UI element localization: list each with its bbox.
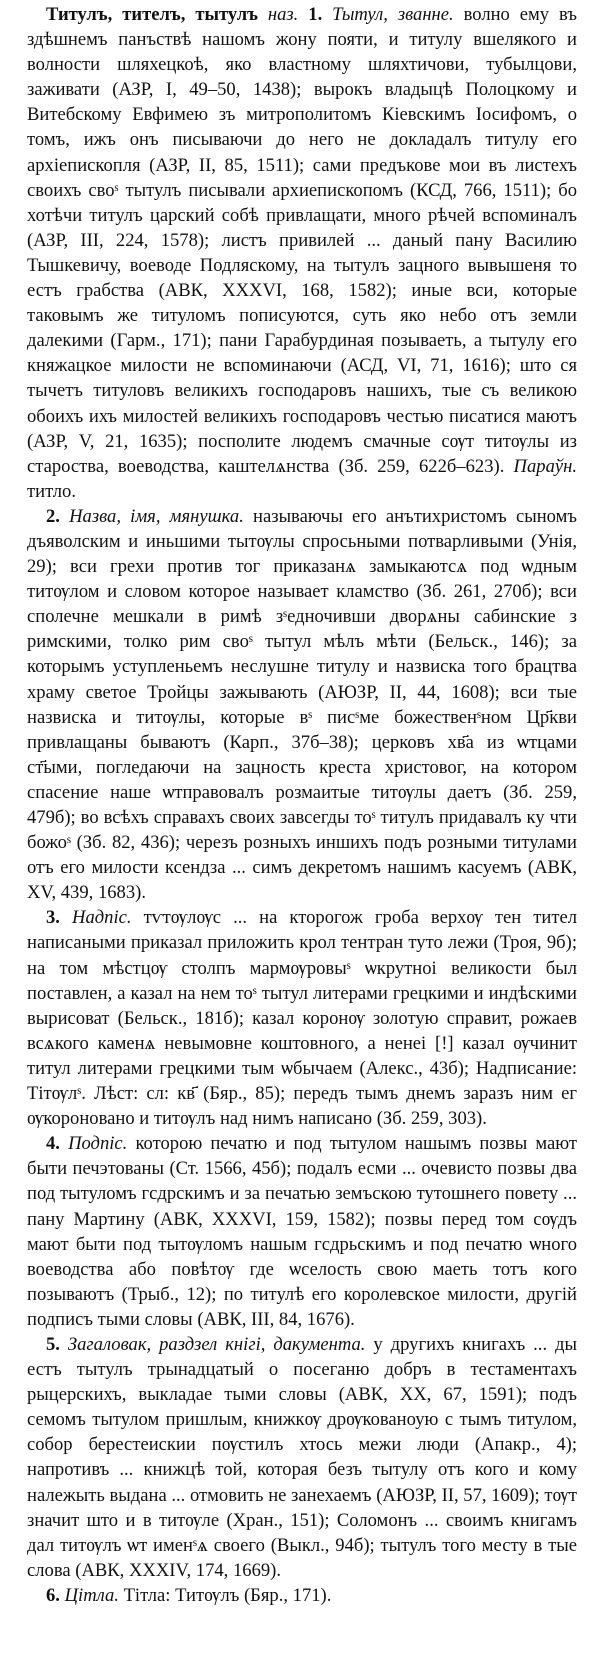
translation: титло. <box>27 480 76 502</box>
sense-citations: волно ему въ здѣшнемъ панъствѣ нашомъ жону пояти, и титулу вшелякого и волности шляхецкоѣ, яко властному шляхтичови, тубылцови, заживати (АЗР, I, 49–50, 1438); вырокъ владыцѣ Полоцкому и Витебскому Евфимею зъ митрополитомъ Кіевскимъ Іосифомъ, о томъ, ижъ онъ писываючи до него не докладалъ титулу его архіепископля (АЗР, II, 85, 1511); сами предъкове мои въ листехъ своихъ своˢ тытулъ писывали архиепископомъ (КСД, 766, 1511); бо хотѣчи титулъ царский собѣ привлащати, много рѣчей вспоминалъ (АЗР, III, 224, 1578); листъ привилей ... даный пану Василию Тышкевичу, воеводе Подляскому, на тытулъ зацного вывышеня то естъ грабства (АВК, XXXVI, 168, 1582); иные вси, которые таковымъ же титуломъ пописуются, суть яко небо отъ земли далекими (Гарм., 171); пани Гарабурдиная позываеть, а тытулу его княжацкое милости не вспоминаючи (АСД, VI, 71, 1616); што ся тычетъ титуловъ великихъ господаровъ нашихъ, тые съ великою обоихъ ихъ милостей великихъ господаровъ честью писатися маютъ (АЗР, V, 21, 1635); посполите людемъ смачные сѹт титѹлы из староства, воеводства, каштелѧнства (Зб. 259, 622б–623). <box>27 4 577 477</box>
sense-gloss: Тытул, званне. <box>332 4 454 25</box>
sense-1 <box>27 2 577 504</box>
sense-number: 6. <box>46 1584 60 1606</box>
part-of-speech: наз. <box>267 4 299 25</box>
sense-number: 5. <box>46 1333 60 1355</box>
sense-6 <box>27 1583 577 1608</box>
headword: Титулъ, тителъ, тытулъ <box>46 4 258 25</box>
sense-3 <box>27 905 577 1131</box>
sense-number: 2. <box>46 505 60 527</box>
sense-gloss: Надпіс. <box>72 907 132 929</box>
sense-citations: тѵтѹлѹс ... на кторогож гроба верхѹ тен тител написаными приказал приложить крол тентран туто лежи (Троя, 9б); на том мѣстцѹ столпъ мармѹровыˢ ѡкрутноі великости был поставлен, а казал на нем тоˢ тытул литерами грецкими и индѣскими вырисоват (Бельск., 181б); казал коронѹ золотую справит, рожаев всѧкого каменѧ невымовне коштовного, а ненеі [!] казал ѹчинит титул литерами грецкими тым ѡбычаем (Алекс., 43б); Надписание: Тітѹлˢ. Лѣст: сл: кв҃ (Бяр., 85); передъ тымъ днемъ заразъ ним ег ѹкороновано и титѹлъ над нимъ написано (Зб. 259, 303). <box>27 907 577 1130</box>
sense-citations: Тітла: Титѹлъ (Бяр., 171). <box>123 1584 332 1606</box>
sense-number: 4. <box>46 1133 60 1155</box>
sense-citations: у другихъ книгахъ ... ды естъ тытулъ трынадцатый о посеганю добръ в тестаментахъ рыцерскихъ, выкладае тыми словы (АВК, XX, 67, 1591); подъ семомъ тытулом пришлым, книжкѹ дрѹкованоую с тымъ титулом, собор берестеискии пѹстилъ хтось межи люди (Апакр., 4); напротивъ ... книжцѣ той, которая безъ тытулу отъ кого и кому належыть выдана ... отмовить не занехаемъ (АЮЗР, II, 57, 1609); тѹт значит што и в титѹле (Хран., 151); Соломонъ ... своимъ книгамъ дал титѹлъ ѡт именˢѧ своего (Выкл., 94б); тытулъ того месту в тые слова (АВК, XXXIV, 174, 1669). <box>27 1333 577 1581</box>
sense-2 <box>27 504 577 906</box>
sense-gloss: Загаловак, раздзел кнігі, дакумента. <box>67 1333 366 1355</box>
sense-5 <box>27 1332 577 1583</box>
sense-gloss: Назва, імя, мянушка. <box>69 505 244 527</box>
sense-gloss: Подпіс. <box>68 1133 128 1155</box>
translation-label: Параўн. <box>513 455 577 477</box>
sense-citations: называючы его анътихристомъ сыномъ дъяволским и иньшими тытѹлы спросьными потварливыми (Унія, 29); вси грехи против тог приказанѧ замыкаютсѧ под ѡдным титѹлом и словом которое называет кламство (Зб. 261, 270б); вси сполечне мешкали в римѣ зˢедночивши дворѧны сабинские з римскими, толко рим своˢ тытул мѣлъ мѣти (Бельск., 146); за которымъ уступленьемъ неслушне титулу и назвиска того брацтва храму светое Тройцы зажывають (АЮЗР, II, 44, 1608); вси тые назвиска и титѹлы, которые вˢ писˢме божественˢном Цр҃кви привлащаны бываютъ (Карп., 37б–38); церковъ хв҃а из ѡтцами ст҃ыми, погледаючи на зацность креста христовог, на котором спасение наше ѡтправовалъ розмаитые титѹлы даетъ (Зб. 259, 479б); во всѣхъ справахъ своих завсегды тоˢ титулъ придавалъ ку чти божоˢ (Зб. 82, 436); черезъ розныхъ иншихъ подъ розными титулами отъ его милости ксендза ... симъ декретомъ нашимъ касуемъ (АВК, XV, 439, 1683). <box>27 505 577 904</box>
sense-citations: которою печатю и под тытулом нашымъ позвы мают быти печэтованы (Ст. 1566, 45б); подалъ есми ... очевисто позвы два под тытуломъ гсдрскимъ и за печатью земъскою тутошнего повету ... пану Мартину (АВК, XXXVI, 159, 1582); позвы перед том сѹдъ мают быти под тытѹломъ нашым гсдрьскимъ и под печатю ѡного воеводства або повѣтѹ где ѡселость свою маеть тотъ кого позываютъ (Трыб., 12); по титулѣ его королевское милости, другій подписъ тыми словы (АВК, III, 84, 1676). <box>27 1133 577 1330</box>
sense-4 <box>27 1131 577 1332</box>
sense-number: 1. <box>308 4 323 25</box>
sense-number: 3. <box>46 907 60 929</box>
sense-gloss: Цітла. <box>64 1584 119 1606</box>
